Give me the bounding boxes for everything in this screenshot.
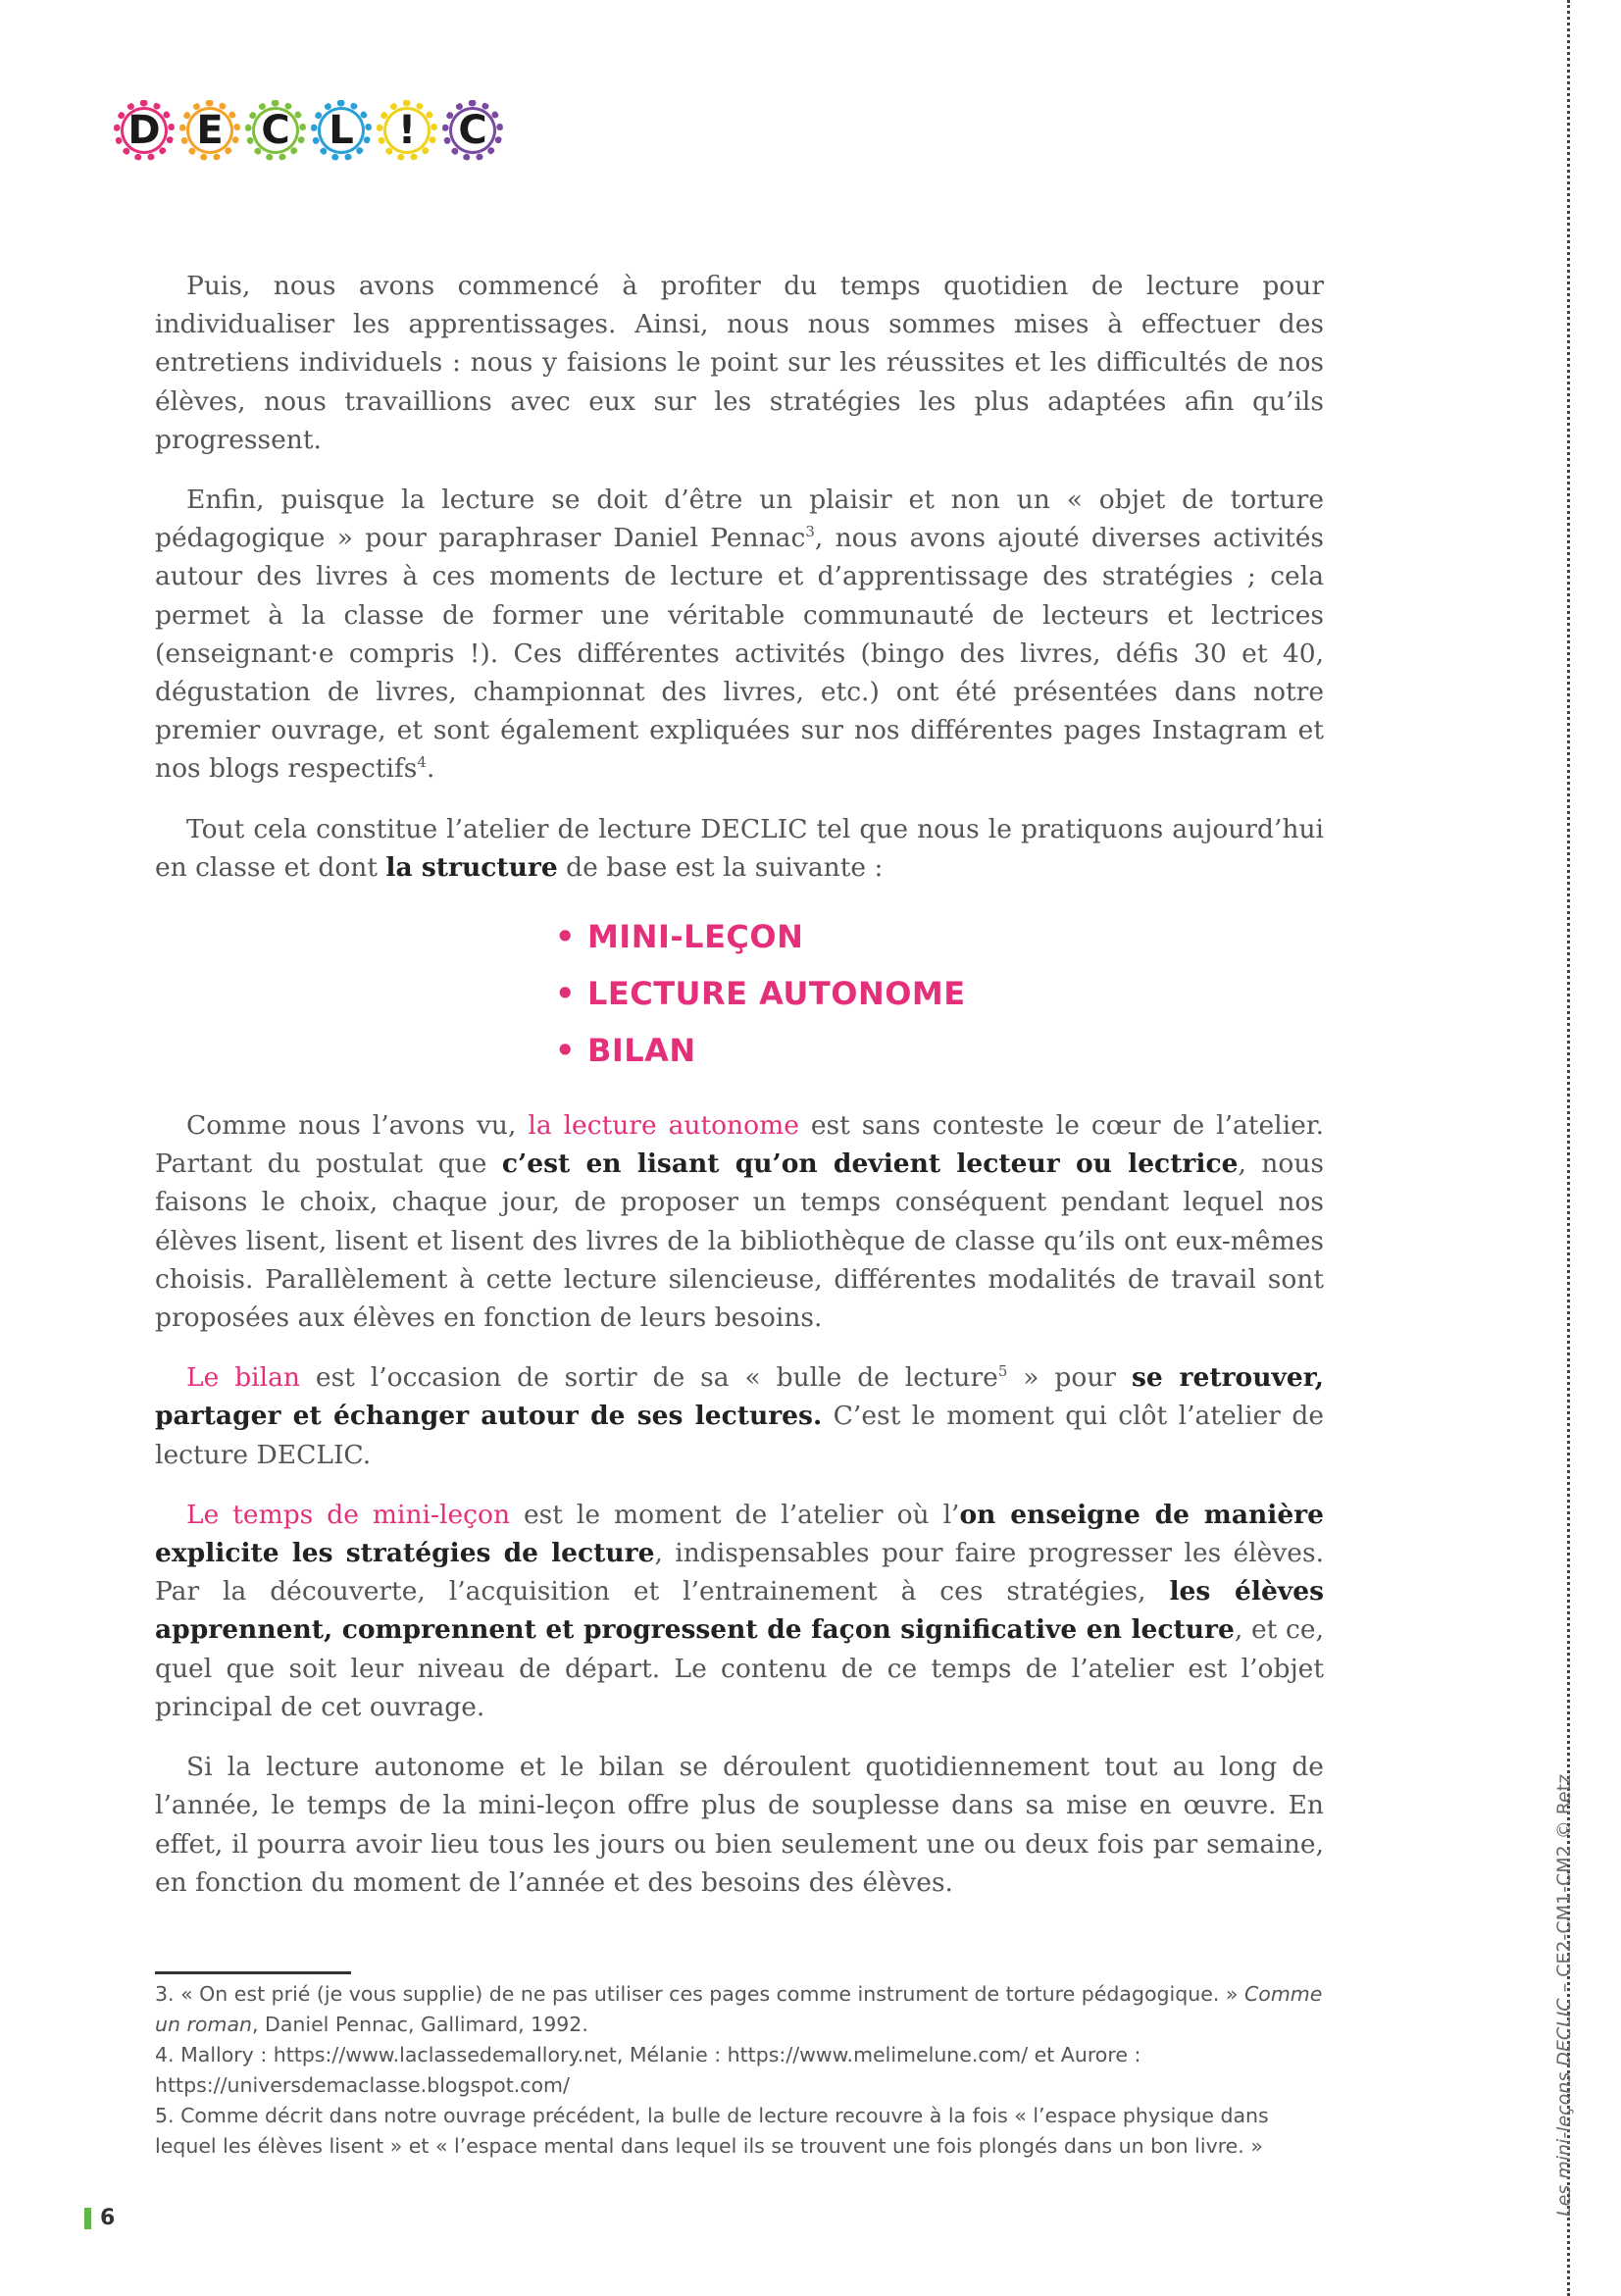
paragraph-7	[155, 1748, 1324, 1902]
logo-letter: C	[261, 108, 290, 153]
footnote-ref-5[interactable]: 5	[997, 1362, 1008, 1381]
footnote-3-end: , Daniel Pennac, Gallimard, 1992.	[252, 2013, 588, 2036]
highlight-mini-lecon: Le temps de mini-leçon	[186, 1499, 511, 1530]
paragraph-5-text: est l’occasion de sortir de sa « bulle de lecture	[299, 1362, 998, 1394]
logo-letter: E	[196, 108, 224, 153]
footnote-3	[155, 1979, 1324, 2040]
emphasis-share: se retrouver, partager et échanger autour de ses lectures.	[155, 1362, 1324, 1432]
footnote-4[interactable]: 4. Mallory : https://www.laclassedemallory.net, Mélanie : https://www.melimelune.com/ et Aurore : https://universdemaclasse.blogspot.com/	[155, 2043, 1141, 2097]
logo-letter: !	[397, 108, 417, 153]
logo-badge-e	[179, 100, 240, 161]
footnote-5: 5. Comme décrit dans notre ouvrage précédent, la bulle de lecture recouvre à la fois « l’espace physique dans lequel les élèves lisent » et « l’espace mental dans lequel ils se trouvent une fois plongés dans un bon livre. »	[155, 2104, 1269, 2158]
paragraph-2-text-rest: , nous avons ajouté diverses activités autour des livres à ces moments de lecture et d’apprentissage des stratégies ; cela permet à la classe de former une véritable communauté de lecteurs et lectrices (enseignant·e compris !). Ces différentes activités (bingo des livres, défis 30 et 40, dégustation de livres, championnat des livres, etc.) ont été présentées dans notre premier ouvrage, et sont également expliquées sur nos différentes pages Instagram et nos blogs respectifs	[155, 523, 1324, 785]
paragraph-5	[155, 1358, 1324, 1474]
footnote-3-text: 3. « On est prié (je vous supplie) de ne pas utiliser ces pages comme instrument de torture pédagogique. »	[155, 1982, 1244, 2006]
emphasis-progress: les élèves apprennent, comprennent et progressent de façon significative en lecture	[155, 1576, 1324, 1646]
logo-letter: D	[127, 108, 161, 153]
highlight-bilan: Le bilan	[186, 1362, 300, 1394]
list-item	[555, 1022, 1324, 1079]
footnotes	[155, 1979, 1324, 2162]
paragraph-3-end: de base est la suivante :	[557, 851, 884, 883]
paragraph-1	[155, 267, 1324, 459]
paragraph-6-end: , et ce, quel que soit leur niveau de départ. Le contenu de ce temps de l’atelier est l’objet principal de cet ouvrage.	[155, 1614, 1324, 1722]
declic-logo	[114, 100, 503, 161]
paragraph-6	[155, 1496, 1324, 1726]
footnote-3-book-title: Comme un roman	[155, 1982, 1323, 2036]
structure-item-label: BILAN	[586, 1032, 696, 1070]
list-item	[555, 908, 1324, 965]
paragraph-4-text-2: est sans conteste le cœur de l’atelier. Partant du postulat que	[155, 1110, 1324, 1180]
paragraph-7-text: Si la lecture autonome et le bilan se déroulent quotidiennement tout au long de l’année, le temps de la mini-leçon offre plus de souplesse dans sa mise en œuvre. En effet, il pourra avoir lieu tous les jours ou bien seulement une ou deux fois par semaine, en fonction du moment de l’année et des besoins des élèves.	[155, 1752, 1324, 1898]
side-credit-title: Les mini-leçons DECLIC	[1553, 1998, 1575, 2217]
bullet-icon: •	[555, 1032, 576, 1070]
structure-item-label: LECTURE AUTONOME	[586, 975, 966, 1013]
paragraph-6-text-2: , indispensables pour faire progresser les élèves. Par la découverte, l’acquisition et l’entrainement à ces stratégies,	[155, 1538, 1324, 1607]
emphasis-postulate: c’est en lisant qu’on devient lecteur ou lectrice	[501, 1148, 1239, 1180]
emphasis-structure: la structure	[385, 851, 558, 883]
paragraph-6-text: est le moment de l’atelier où l’	[510, 1499, 960, 1530]
paragraph-2	[155, 481, 1324, 789]
paragraph-1-text: Puis, nous avons commencé à profiter du temps quotidien de lecture pour individualiser les apprentissages. Ainsi, nous nous sommes mises à effectuer des entretiens individuels : nous y faisions le point sur les réussites et les difficultés de nos élèves, nous travaillions avec eux sur les stratégies les plus adaptées afin qu’ils progressent.	[155, 271, 1324, 455]
main-text	[155, 267, 1324, 1923]
structure-list	[155, 908, 1324, 1079]
footnote-ref-4[interactable]: 4	[417, 753, 427, 772]
paragraph-4	[155, 1106, 1324, 1337]
emphasis-explicit: on enseigne de manière explicite les stratégies de lecture	[155, 1499, 1324, 1569]
page-number	[84, 2206, 115, 2230]
page-number-marker	[84, 2208, 91, 2229]
logo-badge-exclamation	[377, 100, 437, 161]
paragraph-3-text: Tout cela constitue l’atelier de lecture DECLIC tel que nous le pratiquons aujourd’hui en classe et dont	[155, 813, 1324, 883]
list-item	[555, 965, 1324, 1022]
paragraph-4-text: Comme nous l’avons vu,	[186, 1110, 529, 1142]
logo-badge-d	[114, 100, 175, 161]
paragraph-3	[155, 810, 1324, 887]
logo-badge-l	[311, 100, 372, 161]
paragraph-5-text-2: » pour	[1007, 1362, 1132, 1394]
paragraph-5-end: C’est le moment qui clôt l’atelier de lecture DECLIC.	[155, 1401, 1324, 1470]
footnote-divider	[155, 1971, 351, 1974]
logo-letter: C	[458, 108, 487, 153]
logo-letter: L	[329, 108, 354, 153]
paragraph-4-end: , nous faisons le choix, chaque jour, de proposer un temps conséquent pendant lequel nos élèves lisent, lisent et lisent des livres de la bibliothèque de classe qu’ils ont eux-mêmes choisis. Parallèlement à cette lecture silencieuse, différentes modalités de travail sont proposées aux élèves en fonction de leurs besoins.	[155, 1148, 1324, 1334]
logo-badge-c	[245, 100, 306, 161]
paragraph-2-text: Enfin, puisque la lecture se doit d’être un plaisir et non un « objet de torture pédagogique » pour paraphraser Daniel Pennac	[155, 485, 1324, 554]
highlight-lecture-autonome: la lecture autonome	[528, 1110, 799, 1142]
logo-badge-c2	[442, 100, 503, 161]
structure-item-label: MINI-LEÇON	[586, 918, 804, 956]
bullet-icon: •	[555, 918, 576, 956]
footnote-ref-3[interactable]: 3	[805, 523, 815, 541]
bullet-icon: •	[555, 975, 576, 1013]
paragraph-2-end: .	[426, 753, 435, 785]
side-credit-rest: – CE2-CM1-CM2 © Retz	[1553, 1773, 1575, 1999]
page-number-label: 6	[100, 2206, 116, 2230]
side-credit	[1553, 1774, 1575, 2217]
